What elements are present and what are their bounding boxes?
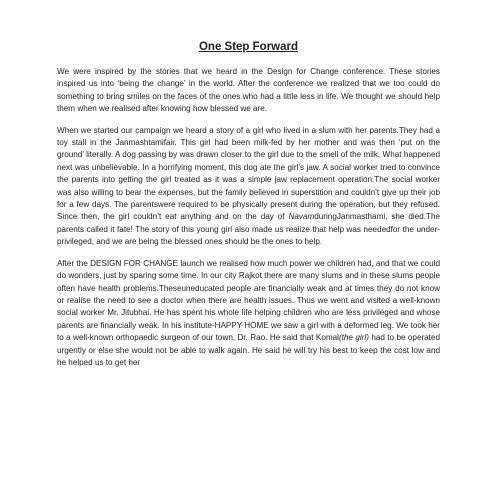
- paragraph-2: [57, 125, 440, 249]
- paragraph-3: [57, 258, 440, 370]
- paragraph-1-text: We were inspired by the stories that we heard in the Design for Change conference. These stories inspired us into ‘being the change’ in the world. After the conference we realized that we too could do something to bring smiles on the faces of the ones who had a little less in life. We thought we should help them when we realised after knowing how blessed we are.: [57, 67, 440, 114]
- paragraph-3-italic-the-girl: (the girl): [338, 333, 369, 343]
- paragraph-3-text-c: had to be operated urgently or else she would not be able to walk again. He said he will try his best to keep the cost low and he helped us to get her: [57, 333, 440, 367]
- paragraph-2-italic-navam: Navam: [288, 212, 315, 222]
- paragraph-1: [57, 66, 440, 116]
- document-title: One Step Forward: [198, 41, 299, 53]
- paragraph-2-text-a: When we started our campaign we heard a story of a girl who lived in a slum with her parents.They had a toy stall in the Janmashtamifair. This girl had been milk-fed by her mother and was then ‘put on the ground’ literally. A dog passing by was drawn closer to the girl due to the smell of the milk. What happened next was unbelievable. In a horrifying moment, this dog ate the girl’s jaw. A social worker tried to convince the parents into getting the girl treated as it was a simple jaw replacement operation.The social worker was also willing to bear the expenses, but the family believed in superstition and couldn’t give up their job for a few days. The parentswere required to be physically present during the operation, but they refused. Since then, the girl couldn’t eat anything and on the day of: [57, 125, 440, 222]
- paragraph-2-text-c: duringJanmasthami, she died.The parents called it fate! The story of this young girl also made us realize that help was neededfor the under-privileged, and we are being the blessed ones should be the ones to help.: [57, 212, 440, 247]
- paragraph-3-text-a: After the DESIGN FOR CHANGE launch we realised how much power we children had, and that we could do wonders, just by sparing some time. In our city Rajkot there are many slums and in these slums people often have health problems.Theseuneducated people are financially weak and at times they do not know or realise the need to see a doctor when there are health issues. Thus we went and visited a well-known social worker Mr. Jitubhai. He has spent his whole life helping children who are less privileged and whose parents are financially weak. In his institute-HAPPY HOME we saw a girl with a deformed leg. We took her to a well-known orthopaedic surgeon of our town, Dr. Rao. He said that Komal: [57, 258, 440, 343]
- document-page: [57, 40, 440, 378]
